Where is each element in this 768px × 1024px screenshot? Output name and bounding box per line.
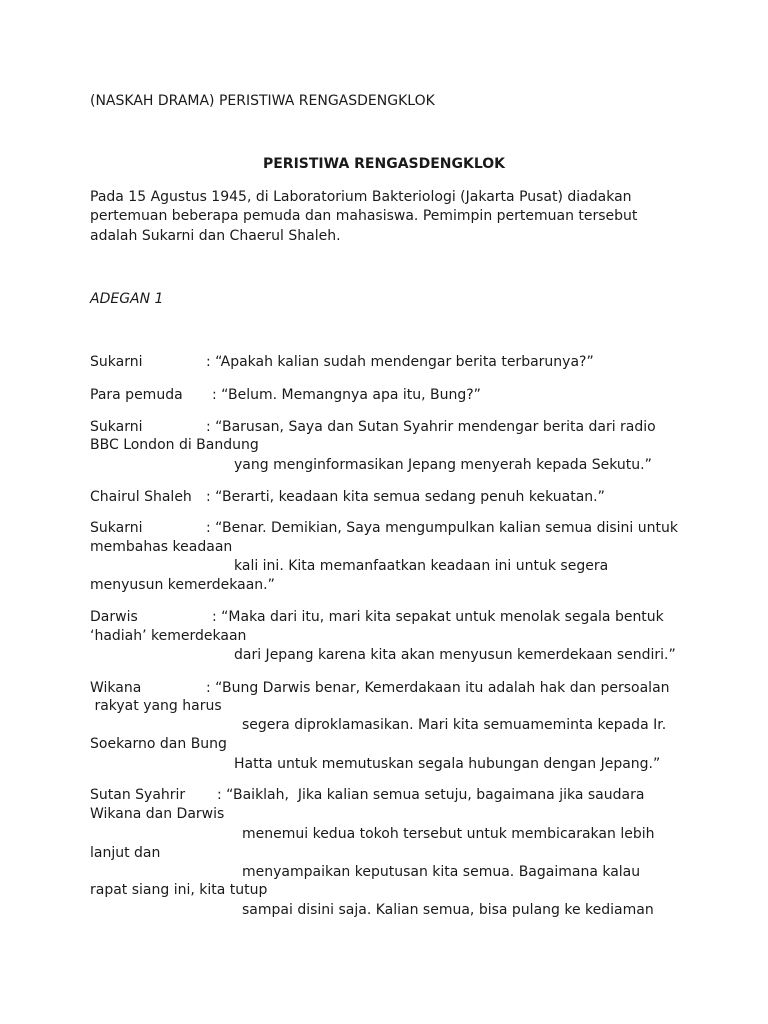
- dialogue-line: segera diproklamasikan. Mari kita semuameminta kepada Ir.: [242, 717, 667, 733]
- dialogue-line: : “Berarti, keadaan kita semua sedang penuh kekuatan.”: [206, 489, 605, 505]
- intro-line: adalah Sukarni dan Chaerul Shaleh.: [90, 228, 341, 244]
- dialogue-line: yang menginformasikan Jepang menyerah kepada Sekutu.”: [234, 457, 652, 473]
- dialogue-line: lanjut dan: [90, 845, 161, 861]
- dialogue-line: : “Apakah kalian sudah mendengar berita terbarunya?”: [206, 354, 594, 370]
- dialogue-line: : “Barusan, Saya dan Sutan Syahrir mendengar berita dari radio: [206, 419, 656, 435]
- speaker-name: Darwis: [90, 609, 138, 625]
- dialogue-line: menemui kedua tokoh tersebut untuk membicarakan lebih: [242, 826, 655, 842]
- dialogue-line: kali ini. Kita memanfaatkan keadaan ini untuk segera: [234, 558, 609, 574]
- dialogue-line: Wikana dan Darwis: [90, 806, 225, 822]
- speaker-name: Wikana: [90, 680, 142, 696]
- intro-line: pertemuan beberapa pemuda dan mahasiswa. Pemimpin pertemuan tersebut: [90, 208, 638, 224]
- dialogue-line: : “Bung Darwis benar, Kemerdakaan itu adalah hak dan persoalan: [206, 680, 670, 696]
- scene-heading: ADEGAN 1: [90, 291, 164, 307]
- dialogue-line: membahas keadaan: [90, 539, 233, 555]
- dialogue-line: Hatta untuk memutuskan segala hubungan dengan Jepang.”: [234, 756, 661, 772]
- dialogue-line: menyusun kemerdekaan.”: [90, 577, 275, 593]
- intro-line: Pada 15 Agustus 1945, di Laboratorium Bakteriologi (Jakarta Pusat) diadakan: [90, 189, 632, 205]
- dialogue-line: : “Baiklah, Jika kalian semua setuju, bagaimana jika saudara: [217, 787, 645, 803]
- dialogue-line: : “Maka dari itu, mari kita sepakat untuk menolak segala bentuk: [212, 609, 664, 625]
- dialogue-line: menyampaikan keputusan kita semua. Bagaimana kalau: [242, 864, 641, 880]
- speaker-name: Sutan Syahrir: [90, 787, 186, 803]
- speaker-name: Sukarni: [90, 419, 143, 435]
- speaker-name: Para pemuda: [90, 387, 183, 403]
- dialogue-line: ‘hadiah’ kemerdekaan: [90, 628, 247, 644]
- dialogue-line: rakyat yang harus: [90, 698, 222, 714]
- speaker-name: Sukarni: [90, 354, 143, 370]
- dialogue-line: : “Belum. Memangnya apa itu, Bung?”: [212, 387, 481, 403]
- document-title: PERISTIWA RENGASDENGKLOK: [262, 156, 506, 172]
- dialogue-line: BBC London di Bandung: [90, 437, 259, 453]
- document-header: (NASKAH DRAMA) PERISTIWA RENGASDENGKLOK: [90, 93, 435, 109]
- dialogue-line: Soekarno dan Bung: [90, 736, 227, 752]
- dialogue-line: : “Benar. Demikian, Saya mengumpulkan kalian semua disini untuk: [206, 520, 678, 536]
- speaker-name: Chairul Shaleh: [90, 489, 192, 505]
- dialogue-line: sampai disini saja. Kalian semua, bisa pulang ke kediaman: [242, 902, 654, 918]
- speaker-name: Sukarni: [90, 520, 143, 536]
- dialogue-line: dari Jepang karena kita akan menyusun kemerdekaan sendiri.”: [234, 647, 676, 663]
- dialogue-line: rapat siang ini, kita tutup: [90, 882, 268, 898]
